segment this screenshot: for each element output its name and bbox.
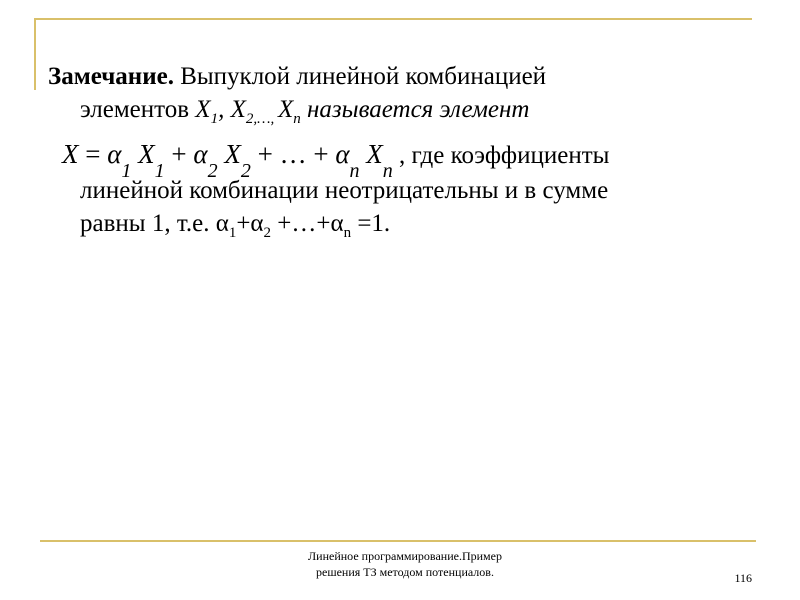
var-xn: $X_n$ <box>277 96 301 127</box>
var-x2: $X_{2,\dots,}$ <box>230 96 278 127</box>
footer-rule <box>40 540 756 542</box>
remark-text-1: Выпуклой линейной комбинацией <box>180 63 547 90</box>
convex-combination-formula: $X = \alpha_1$ $X_1 + \alpha_2$ $X_2$ + … + $\alpha_n$ $X_n$ <box>62 139 393 182</box>
frame-left-rule <box>34 18 36 90</box>
formula-line <box>62 138 610 182</box>
remark-label: Замечание. <box>48 63 174 90</box>
remark-line-4: линейной комбинации неотрицательны и в сумме <box>80 177 609 204</box>
called-element-text: называется элемент <box>300 96 530 123</box>
remark-line-1 <box>48 60 546 93</box>
var-x1: $X_1$, <box>195 96 231 127</box>
footer-title-line-2: решения ТЗ методом потенциалов. <box>316 565 494 579</box>
elements-prefix: элементов <box>80 96 196 123</box>
page-number: 116 <box>734 571 752 585</box>
remark-line-2 <box>80 93 529 136</box>
remark-line-5: равны 1, т.е. $\alpha_1+\alpha_2$ $+\dots+\alpha_n =1$. <box>80 210 391 241</box>
footer-title-line-1: Линейное программирование.Пример <box>308 549 502 563</box>
footer-title <box>260 548 550 580</box>
frame-top-rule <box>34 18 752 20</box>
coefficients-text: , где коэффициенты <box>392 142 610 169</box>
